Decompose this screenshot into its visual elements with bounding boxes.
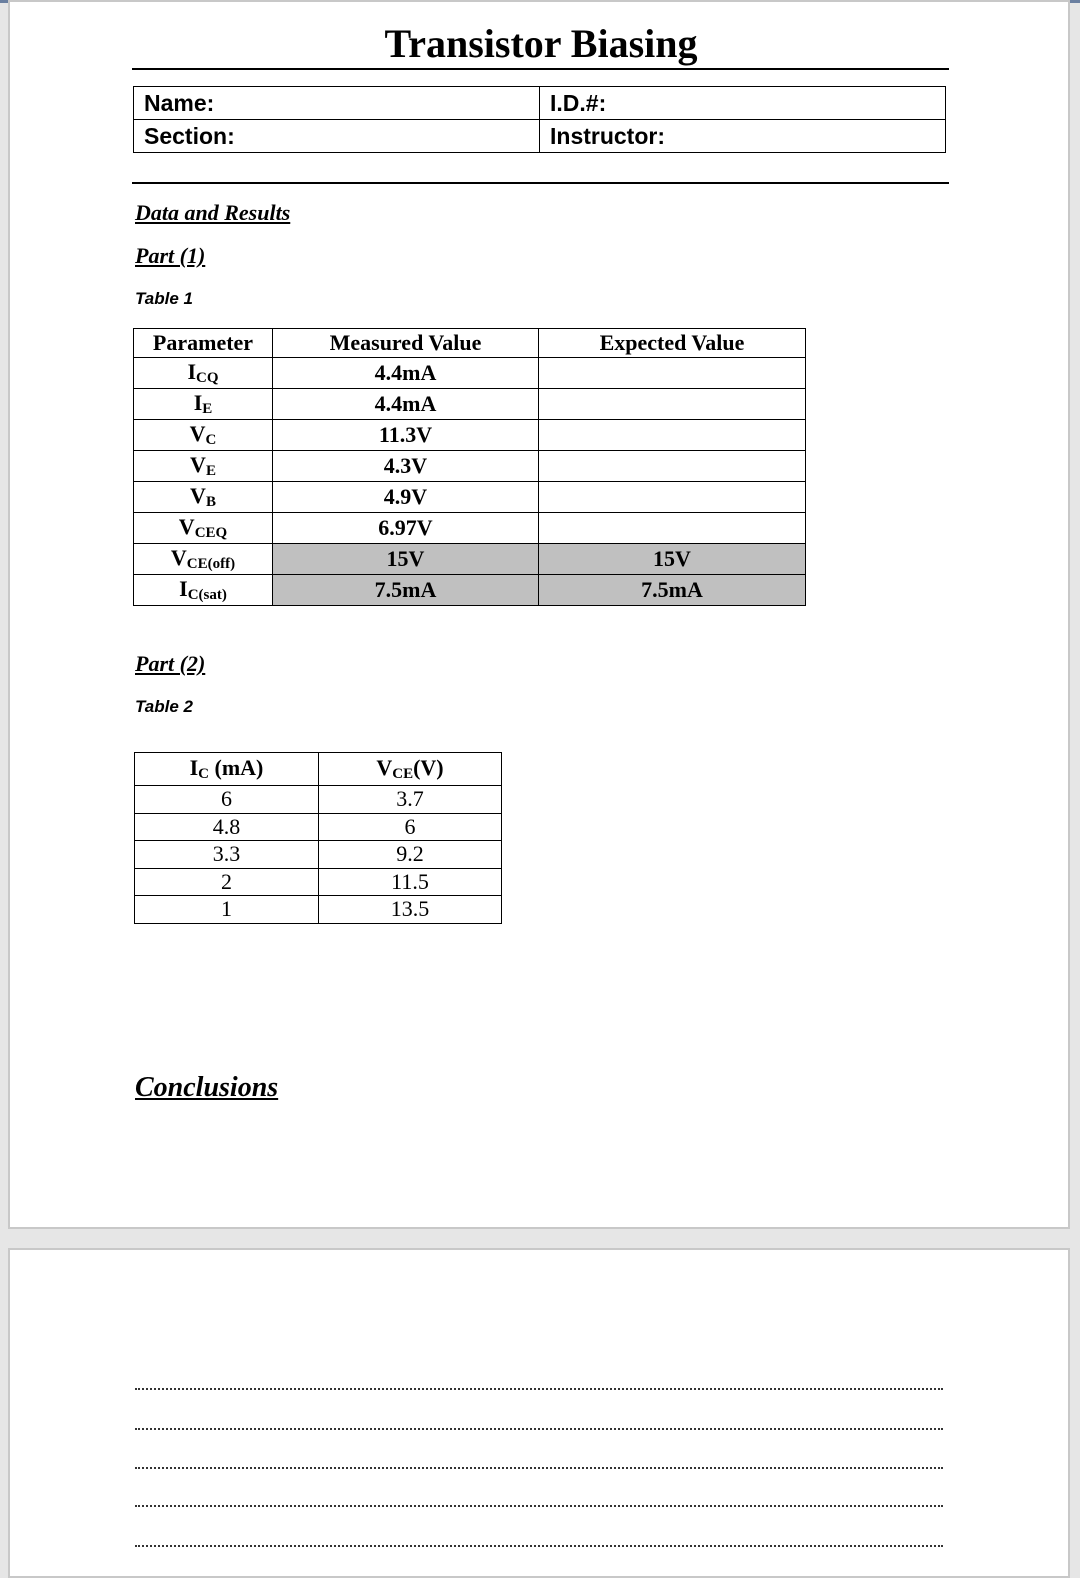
table1-expected-cell <box>539 513 806 544</box>
param-symbol: V <box>189 421 206 446</box>
table1-row <box>134 389 806 420</box>
table2-ic-cell: 6 <box>135 786 319 814</box>
table1-row <box>134 358 806 389</box>
table1-expected-cell <box>539 358 806 389</box>
table1-expected-cell <box>539 482 806 513</box>
table1-expected-cell <box>539 451 806 482</box>
table1-param-cell <box>134 544 273 575</box>
table1-row <box>134 420 806 451</box>
table2-vce-cell: 13.5 <box>319 896 502 924</box>
table2-body <box>135 786 502 924</box>
table2-vce-cell: 6 <box>319 813 502 841</box>
ic-unit: (mA) <box>209 755 264 780</box>
table1-param-cell <box>134 513 273 544</box>
param-symbol: I <box>193 390 203 415</box>
table2-header-ic <box>135 753 319 786</box>
section-field-label: Section: <box>134 120 540 153</box>
document-page-2 <box>8 1248 1070 1578</box>
table2-ic-cell: 3.3 <box>135 841 319 869</box>
table1-caption: Table 1 <box>135 289 193 308</box>
table1-row <box>134 451 806 482</box>
table1-measured-cell: 4.9V <box>273 482 539 513</box>
answer-line <box>135 1545 943 1547</box>
table1-param-cell <box>134 575 273 606</box>
answer-line <box>135 1467 943 1469</box>
param-subscript: CE(off) <box>186 556 236 572</box>
data-results-heading: Data and Results <box>135 200 291 225</box>
table1-param-cell <box>134 389 273 420</box>
table1-measured-cell: 4.4mA <box>273 389 539 420</box>
ic-symbol: I <box>189 755 199 780</box>
table2-header-vce <box>319 753 502 786</box>
param-symbol: V <box>190 483 206 508</box>
table1-param-cell <box>134 420 273 451</box>
table2-row <box>135 813 502 841</box>
part2-heading: Part (2) <box>135 651 206 676</box>
table2-vce-cell: 11.5 <box>319 868 502 896</box>
param-subscript: C(sat) <box>187 587 227 603</box>
table1-row <box>134 513 806 544</box>
param-symbol: V <box>170 545 187 570</box>
conclusions-heading: Conclusions <box>135 1072 279 1103</box>
table1-expected-cell: 7.5mA <box>539 575 806 606</box>
table1-measured-cell: 6.97V <box>273 513 539 544</box>
vce-symbol: V <box>376 755 393 780</box>
table1-measured-cell: 11.3V <box>273 420 539 451</box>
param-subscript: E <box>205 463 216 479</box>
param-symbol: I <box>179 576 188 601</box>
table1-expected-cell <box>539 420 806 451</box>
table2-caption: Table 2 <box>135 697 193 716</box>
table1-measured-cell: 4.4mA <box>273 358 539 389</box>
table1-measured-cell: 4.3V <box>273 451 539 482</box>
vce-subscript: CE <box>392 766 414 782</box>
ic-subscript: C <box>198 766 210 782</box>
table1-row <box>134 544 806 575</box>
table1-measured-cell: 15V <box>273 544 539 575</box>
table1-expected-cell <box>539 389 806 420</box>
table2-vce-cell: 3.7 <box>319 786 502 814</box>
student-info-table <box>133 86 946 153</box>
param-subscript: CEQ <box>194 525 228 541</box>
instructor-field-label: Instructor: <box>540 120 946 153</box>
param-subscript: E <box>202 401 213 417</box>
table1-param-cell <box>134 358 273 389</box>
table1-body <box>134 358 806 606</box>
param-subscript: CQ <box>196 370 219 386</box>
table1-expected-cell: 15V <box>539 544 806 575</box>
title-rule <box>132 68 949 70</box>
id-field-label: I.D.#: <box>540 87 946 120</box>
table1-param-cell <box>134 482 273 513</box>
section-rule <box>132 182 949 184</box>
table2-header-row <box>135 753 502 786</box>
answer-line <box>135 1388 943 1390</box>
part1-heading: Part (1) <box>135 243 206 268</box>
table1 <box>133 328 806 606</box>
table1-row <box>134 482 806 513</box>
table2 <box>134 752 502 924</box>
table2-row <box>135 841 502 869</box>
table1-header-parameter: Parameter <box>134 329 273 358</box>
document-page-1 <box>8 0 1070 1229</box>
table1-row <box>134 575 806 606</box>
table1-measured-cell: 7.5mA <box>273 575 539 606</box>
param-symbol: V <box>190 452 206 477</box>
param-symbol: I <box>187 359 197 384</box>
answer-line <box>135 1428 943 1430</box>
param-subscript: B <box>205 494 216 510</box>
vce-unit: (V) <box>413 755 444 780</box>
answer-line <box>135 1505 943 1507</box>
name-field-label: Name: <box>134 87 540 120</box>
table2-ic-cell: 1 <box>135 896 319 924</box>
table1-header-measured: Measured Value <box>273 329 539 358</box>
table2-row <box>135 786 502 814</box>
param-symbol: V <box>178 514 195 539</box>
param-subscript: C <box>205 432 217 448</box>
table1-header-expected: Expected Value <box>539 329 806 358</box>
table2-vce-cell: 9.2 <box>319 841 502 869</box>
table2-ic-cell: 4.8 <box>135 813 319 841</box>
table2-row <box>135 896 502 924</box>
table2-ic-cell: 2 <box>135 868 319 896</box>
document-title: Transistor Biasing <box>384 21 698 66</box>
table2-row <box>135 868 502 896</box>
table1-param-cell <box>134 451 273 482</box>
table1-header-row <box>134 329 806 358</box>
